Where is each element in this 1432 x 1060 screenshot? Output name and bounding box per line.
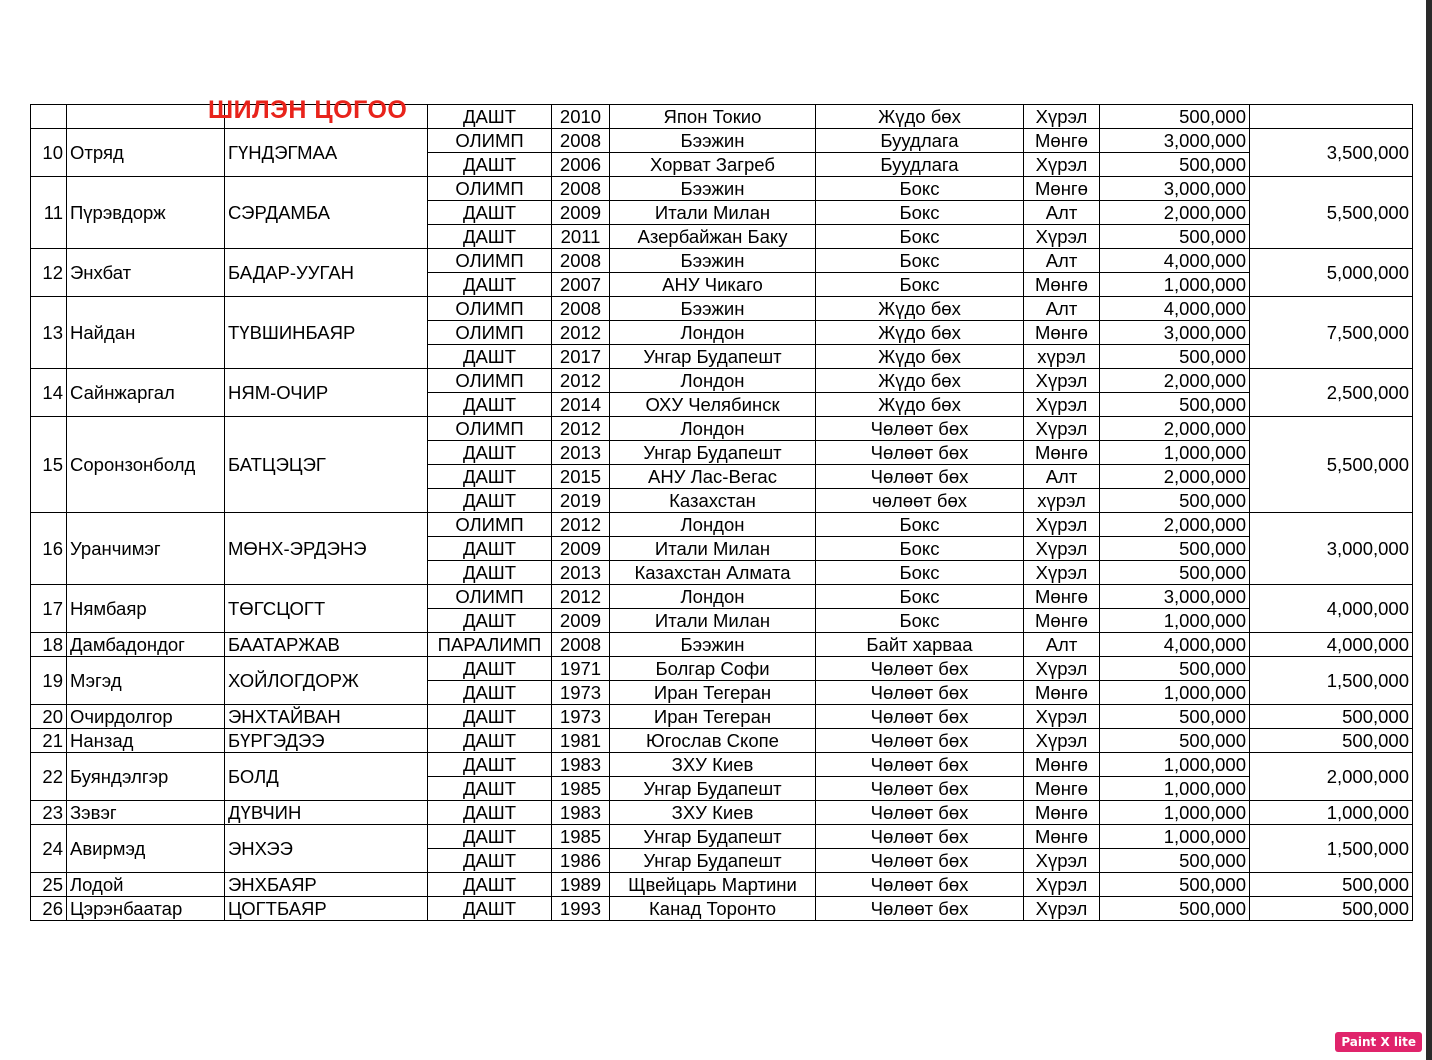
event-sport: Жүдо бөх: [816, 297, 1024, 321]
event-medal: Мөнгө: [1024, 801, 1100, 825]
watermark-badge: Paint X lite: [1335, 1032, 1422, 1052]
event-place: АНУ Лас-Вегас: [610, 465, 816, 489]
event-year: 2012: [552, 369, 610, 393]
event-sport: Бокс: [816, 249, 1024, 273]
event-medal: Хүрэл: [1024, 705, 1100, 729]
row-number: 22: [31, 753, 67, 801]
total-amount: 1,000,000: [1250, 801, 1413, 825]
athlete-surname: МӨНХ-ЭРДЭНЭ: [225, 513, 428, 585]
total-amount: 5,500,000: [1250, 417, 1413, 513]
prize-table: [30, 104, 1413, 921]
total-amount: 4,000,000: [1250, 585, 1413, 633]
event-year: 1983: [552, 801, 610, 825]
row-number: 17: [31, 585, 67, 633]
event-type: ДАШТ: [428, 345, 552, 369]
table-row: [31, 513, 1413, 537]
prize-amount: 1,000,000: [1100, 825, 1250, 849]
athlete-name: Нанзад: [67, 729, 225, 753]
athlete-name: Отряд: [67, 129, 225, 177]
athlete-name: Авирмэд: [67, 825, 225, 873]
event-sport: Чөлөөт бөх: [816, 681, 1024, 705]
event-sport: Чөлөөт бөх: [816, 897, 1024, 921]
athlete-surname: БАТЦЭЦЭГ: [225, 417, 428, 513]
event-year: 2012: [552, 513, 610, 537]
event-sport: Бокс: [816, 513, 1024, 537]
event-medal: Хүрэл: [1024, 393, 1100, 417]
event-place: Болгар Софи: [610, 657, 816, 681]
event-medal: Хүрэл: [1024, 657, 1100, 681]
prize-amount: 500,000: [1100, 897, 1250, 921]
event-year: 1993: [552, 897, 610, 921]
event-place: Бээжин: [610, 633, 816, 657]
row-number: 20: [31, 705, 67, 729]
table-row: [31, 177, 1413, 201]
event-place: ОХУ Челябинск: [610, 393, 816, 417]
event-type: ОЛИМП: [428, 129, 552, 153]
overlay-title: ШИЛЭН ЦОГОО: [208, 96, 408, 124]
table-row: [31, 249, 1413, 273]
event-year: 2008: [552, 249, 610, 273]
event-place: Лондон: [610, 369, 816, 393]
athlete-surname: ЭНХТАЙВАН: [225, 705, 428, 729]
event-sport: Бокс: [816, 177, 1024, 201]
row-number: 11: [31, 177, 67, 249]
event-sport: Чөлөөт бөх: [816, 465, 1024, 489]
event-year: 2009: [552, 201, 610, 225]
row-number: 21: [31, 729, 67, 753]
event-type: ДАШТ: [428, 873, 552, 897]
event-year: 2017: [552, 345, 610, 369]
event-medal: хүрэл: [1024, 489, 1100, 513]
event-medal: Алт: [1024, 249, 1100, 273]
event-place: Азербайжан Баку: [610, 225, 816, 249]
prize-amount: 2,000,000: [1100, 513, 1250, 537]
event-sport: Буудлага: [816, 153, 1024, 177]
event-sport: Чөлөөт бөх: [816, 849, 1024, 873]
athlete-surname: ХОЙЛОГДОРЖ: [225, 657, 428, 705]
prize-amount: 1,000,000: [1100, 681, 1250, 705]
athlete-name: Буяндэлгэр: [67, 753, 225, 801]
event-place: Казахстан: [610, 489, 816, 513]
event-medal: Хүрэл: [1024, 225, 1100, 249]
row-number: 19: [31, 657, 67, 705]
event-medal: Мөнгө: [1024, 681, 1100, 705]
event-type: ДАШТ: [428, 705, 552, 729]
event-sport: Бокс: [816, 537, 1024, 561]
event-medal: Мөнгө: [1024, 129, 1100, 153]
event-type: ДАШТ: [428, 561, 552, 585]
event-medal: Хүрэл: [1024, 105, 1100, 129]
event-year: 2013: [552, 441, 610, 465]
athlete-surname: ЦОГТБАЯР: [225, 897, 428, 921]
total-amount: 500,000: [1250, 705, 1413, 729]
event-sport: Жүдо бөх: [816, 345, 1024, 369]
row-number: 25: [31, 873, 67, 897]
event-type: ДАШТ: [428, 537, 552, 561]
event-place: Щвейцарь Мартини: [610, 873, 816, 897]
athlete-surname: ЭНХБАЯР: [225, 873, 428, 897]
event-place: ЗХУ Киев: [610, 801, 816, 825]
event-medal: Хүрэл: [1024, 849, 1100, 873]
total-amount: 5,500,000: [1250, 177, 1413, 249]
row-number: 10: [31, 129, 67, 177]
event-medal: Хүрэл: [1024, 897, 1100, 921]
prize-amount: 500,000: [1100, 657, 1250, 681]
event-year: 2007: [552, 273, 610, 297]
event-sport: Чөлөөт бөх: [816, 873, 1024, 897]
event-medal: хүрэл: [1024, 345, 1100, 369]
row-number: 16: [31, 513, 67, 585]
table-row: [31, 825, 1413, 849]
total-amount: 3,000,000: [1250, 513, 1413, 585]
event-place: Лондон: [610, 321, 816, 345]
event-year: 2008: [552, 297, 610, 321]
event-sport: Чөлөөт бөх: [816, 777, 1024, 801]
row-number: 26: [31, 897, 67, 921]
event-place: Иран Тегеран: [610, 681, 816, 705]
event-medal: Хүрэл: [1024, 873, 1100, 897]
event-year: 2012: [552, 417, 610, 441]
prize-amount: 500,000: [1100, 393, 1250, 417]
prize-amount: 500,000: [1100, 849, 1250, 873]
event-medal: Хүрэл: [1024, 369, 1100, 393]
athlete-surname: ДҮВЧИН: [225, 801, 428, 825]
prize-amount: 500,000: [1100, 873, 1250, 897]
event-medal: Хүрэл: [1024, 561, 1100, 585]
athlete-surname: ГҮНДЭГМАА: [225, 129, 428, 177]
athlete-name: [67, 105, 225, 129]
event-year: 2008: [552, 129, 610, 153]
prize-amount: 500,000: [1100, 537, 1250, 561]
event-medal: Мөнгө: [1024, 441, 1100, 465]
prize-amount: 3,000,000: [1100, 177, 1250, 201]
event-year: 1989: [552, 873, 610, 897]
athlete-surname: НЯМ-ОЧИР: [225, 369, 428, 417]
event-sport: Чөлөөт бөх: [816, 825, 1024, 849]
event-year: 1985: [552, 777, 610, 801]
event-sport: Бокс: [816, 201, 1024, 225]
prize-amount: 1,000,000: [1100, 273, 1250, 297]
event-place: Хорват Загреб: [610, 153, 816, 177]
table-row: [31, 753, 1413, 777]
prize-amount: 500,000: [1100, 705, 1250, 729]
event-year: 1973: [552, 681, 610, 705]
prize-amount: 500,000: [1100, 561, 1250, 585]
prize-amount: 1,000,000: [1100, 801, 1250, 825]
event-type: ОЛИМП: [428, 417, 552, 441]
event-type: ОЛИМП: [428, 177, 552, 201]
table-row: [31, 585, 1413, 609]
event-place: Унгар Будапешт: [610, 441, 816, 465]
event-sport: Бокс: [816, 273, 1024, 297]
event-medal: Мөнгө: [1024, 321, 1100, 345]
event-year: 2012: [552, 321, 610, 345]
event-year: 2014: [552, 393, 610, 417]
event-year: 2013: [552, 561, 610, 585]
athlete-name: Уранчимэг: [67, 513, 225, 585]
prize-amount: 2,000,000: [1100, 465, 1250, 489]
event-sport: чөлөөт бөх: [816, 489, 1024, 513]
prize-amount: 500,000: [1100, 345, 1250, 369]
athlete-surname: ТҮВШИНБАЯР: [225, 297, 428, 369]
row-number: [31, 105, 67, 129]
event-type: ДАШТ: [428, 225, 552, 249]
athlete-name: Пүрэвдорж: [67, 177, 225, 249]
total-amount: 1,500,000: [1250, 657, 1413, 705]
table-row: [31, 633, 1413, 657]
table-row: [31, 129, 1413, 153]
event-place: Япон Токио: [610, 105, 816, 129]
event-medal: Мөнгө: [1024, 177, 1100, 201]
event-type: ОЛИМП: [428, 513, 552, 537]
event-sport: Буудлага: [816, 129, 1024, 153]
event-medal: Хүрэл: [1024, 537, 1100, 561]
event-medal: Хүрэл: [1024, 513, 1100, 537]
prize-amount: 2,000,000: [1100, 201, 1250, 225]
table-row: [31, 873, 1413, 897]
event-type: ОЛИМП: [428, 585, 552, 609]
total-amount: 3,500,000: [1250, 129, 1413, 177]
event-place: Унгар Будапешт: [610, 825, 816, 849]
athlete-name: Дамбадондог: [67, 633, 225, 657]
row-number: 24: [31, 825, 67, 873]
athlete-name: Лодой: [67, 873, 225, 897]
event-type: ДАШТ: [428, 489, 552, 513]
total-amount: 500,000: [1250, 897, 1413, 921]
event-sport: Чөлөөт бөх: [816, 729, 1024, 753]
event-year: 1971: [552, 657, 610, 681]
event-medal: Алт: [1024, 465, 1100, 489]
event-medal: Алт: [1024, 201, 1100, 225]
prize-amount: 4,000,000: [1100, 249, 1250, 273]
athlete-surname: ЭНХЭЭ: [225, 825, 428, 873]
prize-amount: 3,000,000: [1100, 129, 1250, 153]
row-number: 23: [31, 801, 67, 825]
athlete-name: Энхбат: [67, 249, 225, 297]
prize-amount: 500,000: [1100, 153, 1250, 177]
table-row: [31, 729, 1413, 753]
event-sport: Чөлөөт бөх: [816, 441, 1024, 465]
prize-amount: 500,000: [1100, 105, 1250, 129]
event-type: ДАШТ: [428, 441, 552, 465]
event-year: 2009: [552, 609, 610, 633]
event-medal: Мөнгө: [1024, 273, 1100, 297]
event-year: 1983: [552, 753, 610, 777]
event-year: 2008: [552, 177, 610, 201]
event-place: Канад Торонто: [610, 897, 816, 921]
table-row: [31, 657, 1413, 681]
event-type: ОЛИМП: [428, 321, 552, 345]
event-medal: Алт: [1024, 633, 1100, 657]
prize-amount: 500,000: [1100, 225, 1250, 249]
athlete-name: Сайнжаргал: [67, 369, 225, 417]
event-type: ДАШТ: [428, 153, 552, 177]
event-sport: Байт харваа: [816, 633, 1024, 657]
event-type: ДАШТ: [428, 729, 552, 753]
table-row: [31, 897, 1413, 921]
prize-amount: 4,000,000: [1100, 297, 1250, 321]
event-place: АНУ Чикаго: [610, 273, 816, 297]
event-medal: Мөнгө: [1024, 753, 1100, 777]
athlete-name: Соронзонболд: [67, 417, 225, 513]
event-year: 2012: [552, 585, 610, 609]
total-amount: 1,500,000: [1250, 825, 1413, 873]
window-edge: [1426, 0, 1432, 1060]
row-number: 18: [31, 633, 67, 657]
event-place: Итали Милан: [610, 537, 816, 561]
prize-amount: 3,000,000: [1100, 585, 1250, 609]
event-type: ПАРАЛИМП: [428, 633, 552, 657]
event-place: Лондон: [610, 513, 816, 537]
athlete-surname: БҮРГЭДЭЭ: [225, 729, 428, 753]
event-year: 2015: [552, 465, 610, 489]
event-type: ДАШТ: [428, 657, 552, 681]
event-year: 2009: [552, 537, 610, 561]
event-type: ДАШТ: [428, 849, 552, 873]
athlete-surname: СЭРДАМБА: [225, 177, 428, 249]
event-year: 1985: [552, 825, 610, 849]
event-type: ОЛИМП: [428, 249, 552, 273]
table-row: [31, 801, 1413, 825]
event-type: ДАШТ: [428, 753, 552, 777]
event-year: 2006: [552, 153, 610, 177]
event-sport: Чөлөөт бөх: [816, 705, 1024, 729]
event-place: Югослав Скопе: [610, 729, 816, 753]
event-type: ДАШТ: [428, 801, 552, 825]
event-sport: Бокс: [816, 561, 1024, 585]
table-row: [31, 417, 1413, 441]
event-sport: Чөлөөт бөх: [816, 753, 1024, 777]
event-sport: Бокс: [816, 585, 1024, 609]
athlete-name: Цэрэнбаатар: [67, 897, 225, 921]
prize-amount: 2,000,000: [1100, 417, 1250, 441]
total-amount: [1250, 105, 1413, 129]
event-sport: Чөлөөт бөх: [816, 417, 1024, 441]
athlete-name: Очирдолгор: [67, 705, 225, 729]
event-sport: Жүдо бөх: [816, 393, 1024, 417]
event-sport: Чөлөөт бөх: [816, 657, 1024, 681]
athlete-surname: БОЛД: [225, 753, 428, 801]
event-place: Бээжин: [610, 249, 816, 273]
event-place: Итали Милан: [610, 201, 816, 225]
event-medal: Хүрэл: [1024, 153, 1100, 177]
event-sport: Чөлөөт бөх: [816, 801, 1024, 825]
event-type: ДАШТ: [428, 273, 552, 297]
prize-amount: 1,000,000: [1100, 609, 1250, 633]
prize-amount: 3,000,000: [1100, 321, 1250, 345]
event-type: ДАШТ: [428, 825, 552, 849]
prize-amount: 500,000: [1100, 729, 1250, 753]
table-row: [31, 369, 1413, 393]
event-year: 2008: [552, 633, 610, 657]
event-year: 1981: [552, 729, 610, 753]
event-medal: Мөнгө: [1024, 777, 1100, 801]
event-place: Бээжин: [610, 129, 816, 153]
event-sport: Жүдо бөх: [816, 369, 1024, 393]
athlete-surname: БААТАРЖАВ: [225, 633, 428, 657]
event-place: Унгар Будапешт: [610, 777, 816, 801]
event-type: ДАШТ: [428, 897, 552, 921]
prize-amount: 1,000,000: [1100, 777, 1250, 801]
event-medal: Мөнгө: [1024, 825, 1100, 849]
athlete-surname: ТӨГСЦОГТ: [225, 585, 428, 633]
event-place: Лондон: [610, 417, 816, 441]
prize-amount: 500,000: [1100, 489, 1250, 513]
total-amount: 7,500,000: [1250, 297, 1413, 369]
event-medal: Хүрэл: [1024, 417, 1100, 441]
prize-amount: 2,000,000: [1100, 369, 1250, 393]
event-place: Казахстан Алмата: [610, 561, 816, 585]
event-place: Итали Милан: [610, 609, 816, 633]
event-medal: Мөнгө: [1024, 585, 1100, 609]
event-place: Унгар Будапешт: [610, 345, 816, 369]
prize-amount: 1,000,000: [1100, 753, 1250, 777]
athlete-name: Нямбаяр: [67, 585, 225, 633]
event-type: ДАШТ: [428, 465, 552, 489]
event-sport: Бокс: [816, 609, 1024, 633]
event-place: Иран Тегеран: [610, 705, 816, 729]
event-place: Бээжин: [610, 177, 816, 201]
event-year: 2011: [552, 225, 610, 249]
prize-amount: 4,000,000: [1100, 633, 1250, 657]
event-sport: Жүдо бөх: [816, 105, 1024, 129]
event-type: ДАШТ: [428, 609, 552, 633]
table-row: [31, 705, 1413, 729]
prize-amount: 1,000,000: [1100, 441, 1250, 465]
event-type: ДАШТ: [428, 201, 552, 225]
row-number: 15: [31, 417, 67, 513]
event-type: ДАШТ: [428, 105, 552, 129]
total-amount: 2,500,000: [1250, 369, 1413, 417]
table-row: [31, 297, 1413, 321]
total-amount: 5,000,000: [1250, 249, 1413, 297]
total-amount: 500,000: [1250, 873, 1413, 897]
event-sport: Жүдо бөх: [816, 321, 1024, 345]
total-amount: 4,000,000: [1250, 633, 1413, 657]
total-amount: 500,000: [1250, 729, 1413, 753]
event-type: ДАШТ: [428, 393, 552, 417]
athlete-surname: БАДАР-УУГАН: [225, 249, 428, 297]
athlete-name: Найдан: [67, 297, 225, 369]
event-place: ЗХУ Киев: [610, 753, 816, 777]
event-year: 2010: [552, 105, 610, 129]
row-number: 12: [31, 249, 67, 297]
event-medal: Алт: [1024, 297, 1100, 321]
event-year: 2019: [552, 489, 610, 513]
event-type: ДАШТ: [428, 681, 552, 705]
row-number: 14: [31, 369, 67, 417]
event-medal: Мөнгө: [1024, 609, 1100, 633]
row-number: 13: [31, 297, 67, 369]
event-medal: Хүрэл: [1024, 729, 1100, 753]
athlete-name: Мэгэд: [67, 657, 225, 705]
event-place: Бээжин: [610, 297, 816, 321]
athlete-name: Зэвэг: [67, 801, 225, 825]
event-type: ОЛИМП: [428, 297, 552, 321]
total-amount: 2,000,000: [1250, 753, 1413, 801]
event-type: ДАШТ: [428, 777, 552, 801]
event-place: Лондон: [610, 585, 816, 609]
event-year: 1986: [552, 849, 610, 873]
event-type: ОЛИМП: [428, 369, 552, 393]
event-sport: Бокс: [816, 225, 1024, 249]
event-place: Унгар Будапешт: [610, 849, 816, 873]
event-year: 1973: [552, 705, 610, 729]
